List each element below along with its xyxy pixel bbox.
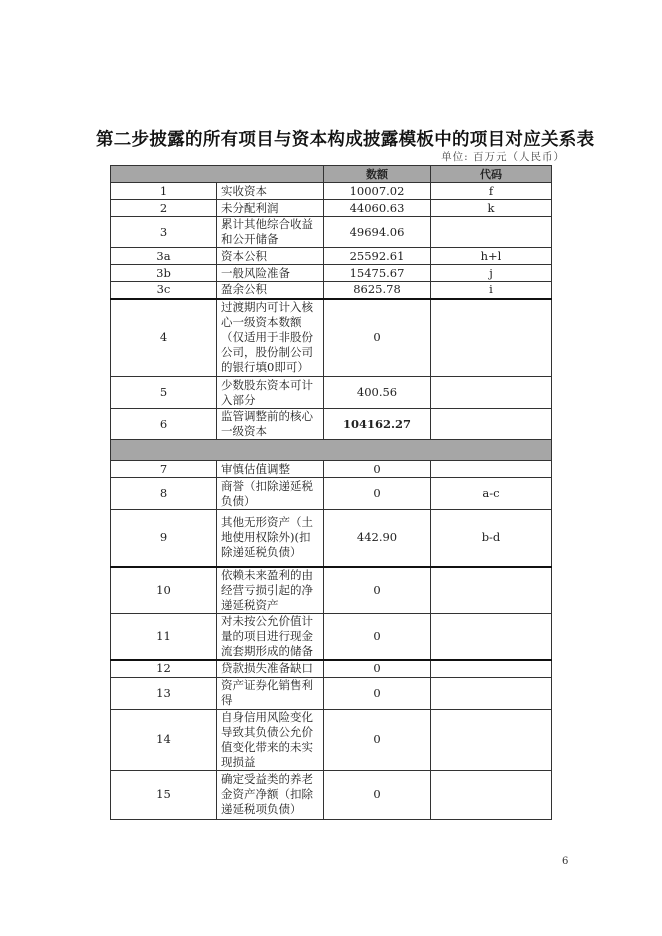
- item-label: 一般风险准备: [217, 265, 324, 282]
- row-number: 7: [111, 461, 217, 478]
- code-value: h+l: [431, 248, 552, 265]
- code-value: [431, 299, 552, 377]
- code-value: [431, 614, 552, 661]
- table-row: [111, 183, 552, 200]
- row-number: 3a: [111, 248, 217, 265]
- code-value: i: [431, 282, 552, 299]
- header-code: 代码: [431, 166, 552, 183]
- item-label: 累计其他综合收益和公开储备: [217, 217, 324, 248]
- item-label: 未分配利润: [217, 200, 324, 217]
- item-label: 监管调整前的核心一级资本: [217, 409, 324, 440]
- table-row: [111, 677, 552, 709]
- table-row: [111, 248, 552, 265]
- section-divider-row: [111, 440, 552, 461]
- code-value: a-c: [431, 478, 552, 510]
- code-value: [431, 770, 552, 819]
- table-row: [111, 409, 552, 440]
- row-number: 1: [111, 183, 217, 200]
- header-blank: [111, 166, 324, 183]
- amount-value: 0: [324, 770, 431, 819]
- item-label: 少数股东资本可计入部分: [217, 377, 324, 409]
- amount-value: 15475.67: [324, 265, 431, 282]
- item-label: 自身信用风险变化导致其负债公允价值变化带来的未实现损益: [217, 709, 324, 770]
- row-number: 9: [111, 510, 217, 567]
- item-label: 盈余公积: [217, 282, 324, 299]
- amount-value: 44060.63: [324, 200, 431, 217]
- table-row: [111, 461, 552, 478]
- amount-value: 0: [324, 709, 431, 770]
- amount-value: 442.90: [324, 510, 431, 567]
- row-number: 3b: [111, 265, 217, 282]
- row-number: 3: [111, 217, 217, 248]
- code-value: [431, 660, 552, 677]
- amount-value: 104162.27: [324, 409, 431, 440]
- table-row: [111, 510, 552, 567]
- item-label: 实收资本: [217, 183, 324, 200]
- amount-value: 8625.78: [324, 282, 431, 299]
- code-value: [431, 677, 552, 709]
- item-label: 资产证券化销售利得: [217, 677, 324, 709]
- code-value: [431, 217, 552, 248]
- row-number: 8: [111, 478, 217, 510]
- row-number: 11: [111, 614, 217, 661]
- table-row: [111, 478, 552, 510]
- table-row: [111, 299, 552, 377]
- row-number: 15: [111, 770, 217, 819]
- page-number: 6: [562, 856, 569, 867]
- code-value: b-d: [431, 510, 552, 567]
- code-value: k: [431, 200, 552, 217]
- item-label: 审慎估值调整: [217, 461, 324, 478]
- amount-value: 0: [324, 299, 431, 377]
- table-row: [111, 265, 552, 282]
- table-row: [111, 770, 552, 819]
- table-row: [111, 614, 552, 661]
- code-value: [431, 709, 552, 770]
- unit-label: 单位: 百万元（人民币）: [441, 151, 565, 163]
- amount-value: 10007.02: [324, 183, 431, 200]
- amount-value: 0: [324, 478, 431, 510]
- amount-value: 0: [324, 660, 431, 677]
- row-number: 10: [111, 567, 217, 614]
- code-value: [431, 377, 552, 409]
- amount-value: 0: [324, 567, 431, 614]
- item-label: 其他无形资产（土地使用权除外)(扣除递延税负债）: [217, 510, 324, 567]
- mapping-table: [110, 165, 552, 820]
- code-value: j: [431, 265, 552, 282]
- amount-value: 0: [324, 461, 431, 478]
- amount-value: 0: [324, 677, 431, 709]
- row-number: 12: [111, 660, 217, 677]
- item-label: 商誉（扣除递延税负债）: [217, 478, 324, 510]
- page-title: 第二步披露的所有项目与资本构成披露模板中的项目对应关系表: [96, 130, 595, 150]
- item-label: 确定受益类的养老金资产净额（扣除递延税项负债）: [217, 770, 324, 819]
- amount-value: 400.56: [324, 377, 431, 409]
- table-row: [111, 709, 552, 770]
- item-label: 依赖未来盈利的由经营亏损引起的净递延税资产: [217, 567, 324, 614]
- code-value: [431, 461, 552, 478]
- amount-value: 0: [324, 614, 431, 661]
- header-amount: 数额: [324, 166, 431, 183]
- item-label: 贷款损失准备缺口: [217, 660, 324, 677]
- table-header: [111, 166, 552, 183]
- code-value: [431, 567, 552, 614]
- row-number: 6: [111, 409, 217, 440]
- amount-value: 49694.06: [324, 217, 431, 248]
- table-row: [111, 282, 552, 299]
- row-number: 4: [111, 299, 217, 377]
- table-row: [111, 200, 552, 217]
- table-row: [111, 217, 552, 248]
- code-value: [431, 409, 552, 440]
- row-number: 2: [111, 200, 217, 217]
- table-row: [111, 377, 552, 409]
- table-row: [111, 567, 552, 614]
- row-number: 5: [111, 377, 217, 409]
- divider-cell: [111, 440, 552, 461]
- row-number: 14: [111, 709, 217, 770]
- item-label: 对未按公允价值计量的项目进行现金流套期形成的储备: [217, 614, 324, 661]
- item-label: 过渡期内可计入核心一级资本数额（仅适用于非股份公司，股份制公司的银行填0即可）: [217, 299, 324, 377]
- row-number: 3c: [111, 282, 217, 299]
- item-label: 资本公积: [217, 248, 324, 265]
- code-value: f: [431, 183, 552, 200]
- table-row: [111, 660, 552, 677]
- amount-value: 25592.61: [324, 248, 431, 265]
- row-number: 13: [111, 677, 217, 709]
